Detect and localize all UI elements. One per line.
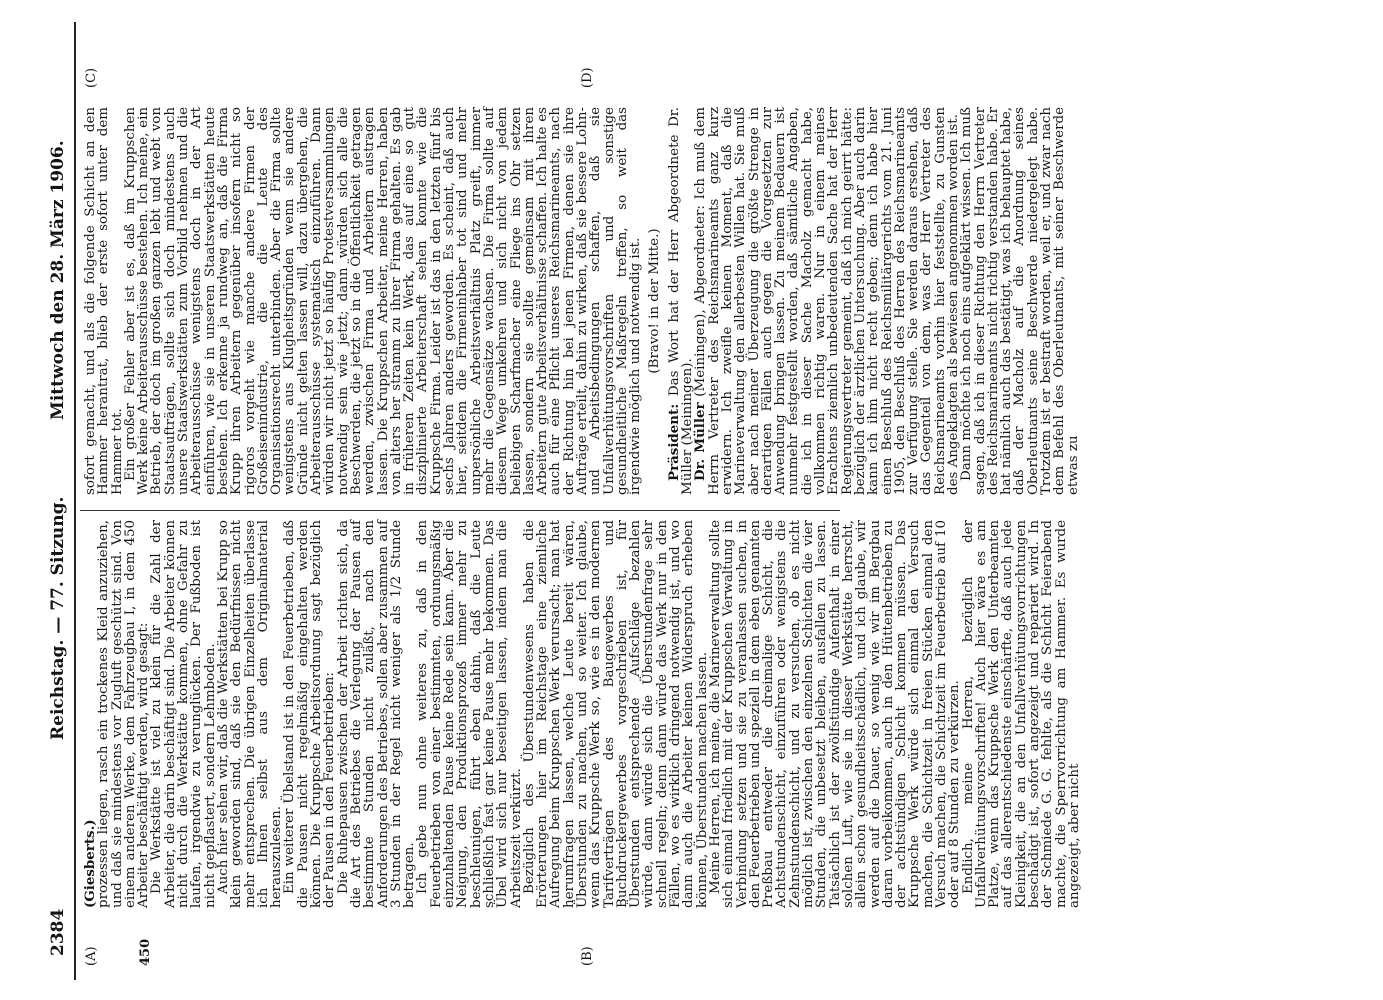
paragraph: Bezüglich des Überstundenwesens haben die Erörterungen hier im Reichstage eine ziemliche Aufregung beim Kruppschen Werk verursacht; man hat herumfragen lassen, welche Leute bereit wären, Überstunden zu machen, und so weiter. Ich glaube, wenn das Kruppsche Werk so, wie es in den modernen Tarifverträgen des Baugewerbes und Buchdruckergewerbes vorgeschrieben ist, für Überstunden entsprechende Aufschläge bezahlen würde, dann würde sich die Überstundenfrage sehr schnell regeln; denn dann würde das Werk nur in den Fällen, wo es wirklich dringend notwendig ist, und wo dann auch die Arbeiter keinen Widerspruch erheben können, Überstunden machen lassen. <box>521 520 710 908</box>
paragraph: sofort gemacht, und als die folgende Schicht an den Hammer herantrat, blieb der erste sofort unter dem Hammer tot. <box>83 107 125 495</box>
paragraph: prozessen liegen, rasch ein trockenes Kleid anzuziehen, und daß sie mindestens vor Zugluft geschützt sind. Von einem anderen Werke, dem Fahrzeugbau I, in dem 450 Arbeiter beschäftigt werden, wird gesagt: <box>96 520 152 908</box>
president-text: Das Wort hat der Herr Abgeordnete Dr. Müller (Meiningen). <box>666 107 696 495</box>
margin-marker-a: (A) <box>84 946 99 966</box>
speaker-continued: (Giesberts.) <box>82 819 98 908</box>
margin-marker-c: (C) <box>84 67 99 88</box>
paragraph: Ein großer Fehler aber ist es, daß im Kruppschen Werk keine Arbeiterausschüsse bestehen. Ich meine, ein Betrieb, der doch im großen ganzen lebt und webt von Staatsaufträgen, sollte sich doch mindestens auch unsere Staatswerkstätten zum Vorbild nehmen und die Arbeiterausschüsse wenigstens doch in der Art einführen, wie sie in unseren Staatswerkstätten heute bestehen. Ich erkenne ja rundweg an, daß die Firma Krupp ihren Arbeitern gegenüber insofern nicht so rigoros vorgeht wie manche andere Firmen der Großeisenindustrie, die die Leute des Organisationsrecht unterbinden. Aber die Firma sollte wenigstens aus Klugheitsgründen wenn sie andere Gründe nicht gelten lassen will, dazu übergehen, die Arbeiterausschüsse systematisch einzuführen. Dann würden wir nicht jetzt so häufig Protestversammlungen notwendig sein wie jetzt; dann würden sich alle die Beschwerden, die jetzt so in die Öffentlichkeit getragen werden, zwischen Firma und Arbeitern austragen lassen. Die Kruppschen Arbeiter, meine Herren, haben von alters her stramm zu ihrer Firma gehalten. Es gab in früheren Zeiten kein Werk, das auf eine so gut disziplinierte Arbeiterschaft sehen konnte wie die Kruppsche Firma. Leider ist das in den letzten fünf bis sechs Jahren anders geworden. Es scheint, daß auch hier, seitdem die Firmeninhaber tot sind und mehr unpersönliche Arbeitsverhältnis Platz greift, immer mehr die Gegensätze wachsen. Die Firma sollte auf diesem Wege umkehren und sich nicht von jedem beliebigen Scharfmacher eine Fliege ins Ohr setzen lassen, sondern sie sollte gemeinsam mit ihren Arbeitern gute Arbeitsverhältnisse schaffen. Ich halte es auch für eine Pflicht unseres Reichsmarineamts, nach der Richtung hin bei jenen Firmen, denen sie ihre Aufträge erteilt, dahin zu wirken, daß sie bessere Lohn- und Arbeitsbedingungen schaffen, daß sie Unfallverhütungsvorschriften und sonstige gesundheitliche Maßregeln treffen, so weit das irgendwie möglich und notwendig ist. <box>122 107 644 495</box>
page-header <box>46 22 76 980</box>
margin-marker-450: 450 <box>138 938 153 966</box>
column-divider <box>80 510 840 511</box>
session-title: Reichstag. — 77. Sitzung. <box>48 496 68 740</box>
speaker-text: (Meiningen), Abgeordneter: Ich muß dem Herrn Vertreter des Reichsmarineamts ganz kurz erwidern. Ich zweifle keinen Moment, daß die Marineverwaltung den allerbesten Willen hat. Sie muß aber nach meiner Überzeugung die größte Strenge in derartigen Fällen auch gegen die Vorgesetzten zur Anwendung bringen lassen. Zu meinem Bedauern ist nunmehr festgestellt worden, daß sämtliche Angaben, die ich in dieser Sache Macholz gemacht habe, vollkommen richtig waren. Nur in einem meines Erachtens ziemlich unbedeutenden Sache hat der Herr Regierungsvertreter gemeint, daß ich mich geirrt hätte: bezüglich der ärztlichen Untersuchung. Aber auch darin kann ich ihm nicht recht geben; denn ich habe hier einen Beschluß des Reichsmilitärgerichts vom 21. Juni 1905, den Beschluß des Herren des Reichsmarineamts zur Verfügung stelle. Sie werden daraus ersehen, daß das Gegenteil von dem, was der Herr Vertreter des Reichsmarineamts vorhin hier feststellte, zu Gunsten des Angeklagten als bewiesen angenommen worden ist. <box>693 107 961 495</box>
right-column <box>83 107 1081 495</box>
page-number: 2384 <box>48 908 68 956</box>
quotation: Die Ruhepausen zwischen der Arbeit richten sich, da die Art des Betriebes die Verlegung der Pausen auf bestimmte Stunden nicht zuläßt, nach den Anforderungen des Betriebes, sollen aber zusammen auf 3 Stunden in der Regel nicht weniger als 1/2 Stunde betragen. <box>335 520 418 908</box>
applause-note: (Bravo! in der Mitte.) <box>647 228 663 374</box>
session-date: Mittwoch den 28. März 1906. <box>48 140 68 420</box>
quotation: Die Werkstätte ist viel zu klein für die Zahl der Arbeiter, die darin beschäftigt sind. Die Arbeiter können nicht durch die Werkstätte kommen, ohne Gefahr zu laufen, irgendwie zu verunglücken. Der Fußboden ist nicht gepflastert, sondern Lehmboden. <box>149 520 218 908</box>
paragraph: Auch hier sehen wir, daß die Werkstätten bei Krupp so klein geworden sind, daß sie den Bedürfnissen nicht mehr entsprechen. Die übrigen Einzelheiten überlasse ich Ihnen selbst aus dem Originalmaterial herauszulesen. <box>215 520 285 908</box>
paragraph: Ein weiterer Übelstand ist in den Feuerbetrieben, daß die Pausen nicht regelmäßig eingehalten werden können. Die Kruppsche Arbeitsordnung sagt bezüglich der Pausen in den Feuerbetrieben: <box>282 520 338 908</box>
left-column <box>82 520 1082 908</box>
margin-marker-b: (B) <box>580 946 595 966</box>
paragraph: Ich gebe nun ohne weiteres zu, daß in den Feuerbetrieben von einer bestimmten, ordnungsmäßig einzuhaltenden Pause keine Rede sein kann. Aber die Neigung, den Produktionsprozeß immer mehr zu beschleunigen, führt eben dahin, daß die Leute schließlich fast gar keine Pause mehr bekommen. Das Übel wird sich nur beseitigen lassen, indem man die Arbeitszeit verkürzt. <box>415 520 524 908</box>
paragraph: Endlich, meine Herren, bezüglich der Unfallverhütungsvorschriften! Auch hier wäre es am Platze, wenn das Kruppsche Werk den Unterbeamten auf das allerentschiedenste einschärfte, daß auch jede Kleinigkeit, die an den Unfallverhütungsvorrichtungen beschädigt ist, sofort angezeigt und repariert wird. In der Schmiede G. G. fehlte, als die Schicht Feierabend machte, die Sperrvorrichtung am Hammer. Es wurde angezeigt, aber nicht <box>960 520 1082 908</box>
speaker-label: Dr. Müller <box>692 402 709 481</box>
paragraph: Meine Herren, ich meine, die Marineverwaltung sollte sich einmal friedlich mit der Kruppschen Verwaltung in Verbindung setzen und sie zu veranlassen suchen, in den Feuerbetrieben und speziell in dem eben genannten Preßbau entweder die dreimalige Schicht, die Achtstundenschicht, einzuführen oder wenigstens die Zehnstundenschicht, und zu versuchen, ob es nicht möglich ist, zwischen den einzelnen Schichten die vier Stunden, die unbesetzt bleiben, ausfallen zu lassen. Tatsächlich ist der zwölfstündige Aufenthalt in einer solchen Luft, wie sie in dieser Werkstätte herrscht, allein schon gesundheitsschädlich, und ich glaube, wir werden auf die Dauer, so wenig wie wir im Bergbau daran vorbeikommen, auch in den Hüttenbetrieben zu der achtstündigen Schicht kommen müssen. Das Kruppsche Werk würde sich einmal den Versuch machen, die Schichtzeit in freien Stücken einmal den Versuch machen, die Schichtzeit im Feuerbetrieb auf 10 oder auf 8 Stunden zu verkürzen. <box>707 520 963 908</box>
president-label: Präsident: <box>665 403 682 481</box>
margin-marker-d: (D) <box>580 67 595 88</box>
paragraph: Dann möchte ich noch eins aufgeklärt wissen. Ich muß sagen, daß ich in dieser Richtung den Herrn Vertreter des Reichsmarineamts nicht richtig verstanden habe. Er hat nämlich auch das bestätigt, was ich behauptet habe, daß der Macholz auf die Anordnung seines Oberleutnants seine Beschwerde niedergelegt habe. Trotzdem ist er bestraft worden, weil er, und zwar nach dem Befehl des Oberleutnants, mit seiner Beschwerde etwas zu <box>959 107 1081 495</box>
